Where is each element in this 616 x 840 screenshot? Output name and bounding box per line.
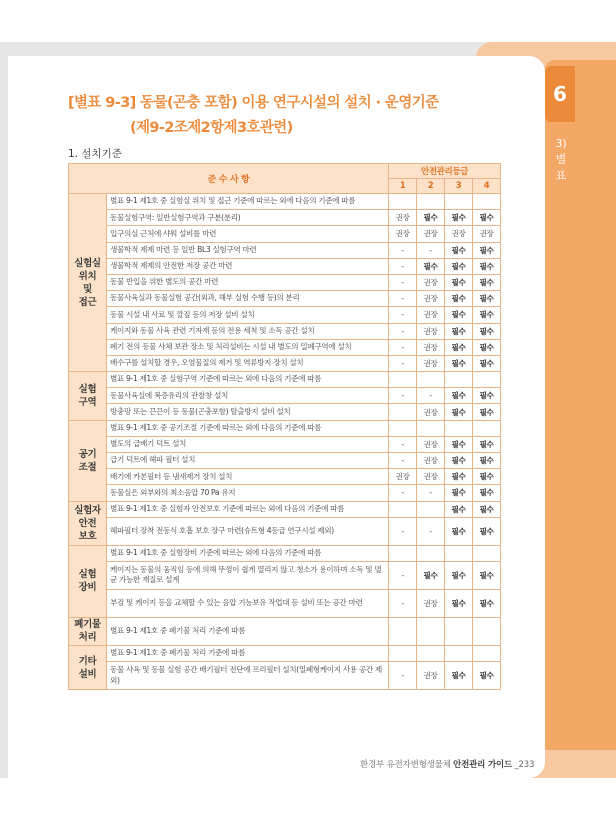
requirement-text: 별도의 급배기 덕트 설치 [107,436,389,452]
requirement-text: 배수구를 설치할 경우, 오염물질의 제거 및 역류방지 장치 설치 [107,355,389,371]
grade-1-value: - [389,355,417,371]
grade-1-header: 1 [389,179,417,194]
table-row [69,339,501,355]
grade-3-value: 필수 [445,258,473,274]
category-cell [69,545,107,617]
grade-4-header: 4 [473,179,501,194]
grade-2-value [417,645,445,661]
grade-4-value: 필수 [473,291,501,307]
grade-1-value [389,372,417,388]
grade-3-header: 3 [445,179,473,194]
grade-1-value: 권장 [389,226,417,242]
category-label: 공기 [78,448,97,460]
grade-2-value: 권장 [417,589,445,617]
grade-4-value: 필수 [473,469,501,485]
grade-4-value: 필수 [473,339,501,355]
grade-2-value: - [417,242,445,258]
grade-4-value: 필수 [473,355,501,371]
table-row [69,258,501,274]
table-row [69,388,501,404]
grade-1-value [389,194,417,210]
grade-1-value: 권장 [389,469,417,485]
table-row [69,372,501,388]
grade-2-value: 권장 [417,323,445,339]
grade-3-value: 필수 [445,404,473,420]
section-heading: 1. 설치기준 [68,148,122,160]
grade-1-value: - [389,561,417,589]
grade-3-value: 필수 [445,388,473,404]
grade-3-value: 필수 [445,662,473,690]
requirement-text: 방충망 또는 끈끈이 등 동물(곤충포함) 탈출방지 설비 설치 [107,404,389,420]
chapter-sub-line: 별 [555,153,567,166]
grade-4-value: 권장 [473,226,501,242]
footer-guide-title: 안전관리 가이드 [453,760,512,770]
category-label: 실험실 [74,257,101,269]
grade-3-value: 필수 [445,307,473,323]
grade-4-value: 필수 [473,258,501,274]
category-cell [69,194,107,372]
category-label: 기타 [78,655,97,667]
category-label: 실험 [78,569,97,581]
table-row [69,355,501,371]
grade-2-value: 권장 [417,436,445,452]
grade-1-value: - [389,662,417,690]
requirement-text: 별표 9-1 제1호 중 폐기물 처리 기준에 따름 [107,617,389,645]
grade-3-value [445,645,473,661]
grade-3-value [445,372,473,388]
grade-2-value: 필수 [417,561,445,589]
grade-2-value: 권장 [417,339,445,355]
grade-1-value: - [389,436,417,452]
category-cell [69,420,107,501]
grade-2-value [417,545,445,561]
table-row [69,517,501,545]
requirement-text: 별표 9-1 제1호 중 실험실 위치 및 접근 기준에 따르는 외에 다음의 기준에 따름 [107,194,389,210]
category-cell [69,617,107,645]
grade-1-value [389,545,417,561]
grade-1-value: - [389,339,417,355]
category-label: 조절 [78,461,97,473]
category-label: 안전 [78,517,97,529]
grade-3-value: 필수 [445,453,473,469]
grade-4-value: 필수 [473,404,501,420]
requirement-text: 별표 9-1 제1호 중 폐기물 처리 기준에 따름 [107,645,389,661]
grade-2-value: 권장 [417,274,445,290]
grade-2-value: 권장 [417,355,445,371]
requirement-text: 부검 및 케이지 등을 교체할 수 있는 음압 기능보유 작업대 등 설비 또는 공간 마련 [107,589,389,617]
grade-4-value: 필수 [473,242,501,258]
grade-1-value: - [389,242,417,258]
requirement-text: 동물실은 외부와의 최소음압 70 Pa 유지 [107,485,389,501]
table-row [69,501,501,517]
requirement-text: 입구의실 근처에 샤워 설비를 마련 [107,226,389,242]
page-number: _233 [511,760,535,770]
grade-1-value [389,420,417,436]
category-label: 및 [83,283,92,295]
chapter-subsection [548,136,574,184]
chapter-sub-line: 3) [555,137,567,150]
grade-4-value: 필수 [473,274,501,290]
table-row [69,307,501,323]
grade-2-value: 권장 [417,307,445,323]
grade-4-value: 필수 [473,517,501,545]
table-row [69,436,501,452]
grade-4-value: 필수 [473,501,501,517]
table-row [69,453,501,469]
category-label: 접근 [78,296,97,308]
grade-2-value: - [417,517,445,545]
table-row [69,404,501,420]
grade-1-value: - [389,589,417,617]
table-row [69,194,501,210]
page-title: [별표 9-3] 동물(곤충 포함) 이용 연구시설의 설치 · 운영기준 [68,95,439,111]
requirement-text: 생물학적 제제 마련 등 일반 BL3 실험구역 마련 [107,242,389,258]
table-row [69,210,501,226]
table-row [69,242,501,258]
grade-2-value: 권장 [417,291,445,307]
requirement-text: 별표 9-1 제1호 중 실험장비 기준에 따르는 외에 다음의 기준에 따름 [107,545,389,561]
grade-3-value: 필수 [445,485,473,501]
grade-3-value: 필수 [445,242,473,258]
category-label: 실험 [78,383,97,395]
grade-3-value: 권장 [445,226,473,242]
grade-1-value: - [389,307,417,323]
grade-4-value: 필수 [473,589,501,617]
grade-1-value: - [389,258,417,274]
table-row [69,561,501,589]
grade-2-value: - [417,485,445,501]
table-row [69,274,501,290]
grade-3-value: 필수 [445,501,473,517]
grade-3-value: 필수 [445,339,473,355]
category-label: 위치 [78,270,97,282]
requirement-text: 동물사육실과 동물실험 공간(외과, 해부 실험 수행 등)의 분리 [107,291,389,307]
grade-3-value [445,420,473,436]
grade-4-value: 필수 [473,485,501,501]
table-row [69,420,501,436]
grade-2-value: 권장 [417,662,445,690]
grade-3-value: 필수 [445,210,473,226]
category-label: 장비 [78,582,97,594]
grade-1-value: - [389,485,417,501]
requirement-text: 별표 9-1 제1호 중 공기조절 기준에 따르는 외에 다음의 기준에 따름 [107,420,389,436]
category-label: 설비 [78,668,97,680]
grade-3-value: 필수 [445,517,473,545]
grade-3-value: 필수 [445,323,473,339]
requirement-text: 별표 9-1 제1호 중 실험구역 기준에 따르는 외에 다음의 기준에 따름 [107,372,389,388]
grade-2-value [417,372,445,388]
grade-4-value [473,545,501,561]
grade-3-value [445,617,473,645]
grade-1-value: - [389,517,417,545]
requirements-header: 준 수 사 항 [69,164,389,194]
requirement-text: 급기 덕트에 헤파 필터 설치 [107,453,389,469]
grade-2-value: 권장 [417,226,445,242]
grade-3-value [445,545,473,561]
grade-1-value [389,617,417,645]
grade-1-value: 권장 [389,210,417,226]
grade-4-value [473,617,501,645]
grade-2-header: 2 [417,179,445,194]
requirement-text: 동물실험구역: 일반실험구역과 구분(분리) [107,210,389,226]
grade-4-value: 필수 [473,662,501,690]
grade-1-value: - [389,274,417,290]
grade-1-value: - [389,388,417,404]
grade-4-value: 필수 [473,307,501,323]
category-label: 구역 [78,396,97,408]
grade-4-value: 필수 [473,561,501,589]
grade-3-value: 필수 [445,274,473,290]
category-label: 처리 [78,632,97,644]
category-label: 실험자 [74,504,101,516]
grade-2-value: - [417,388,445,404]
requirement-text: 동물사육실에 복층유리의 관찰창 설치 [107,388,389,404]
requirement-text: 헤파필터 장착 전동식 호흡 보호 장구 마련(슈트형 4등급 연구시설 제외) [107,517,389,545]
chapter-number: 6 [545,66,575,122]
table-row [69,291,501,307]
grade-4-value: 필수 [473,210,501,226]
category-label: 보호 [78,530,97,542]
grade-2-value: 권장 [417,404,445,420]
grade-4-value: 필수 [473,436,501,452]
grade-2-value: 권장 [417,453,445,469]
grade-1-value [389,645,417,661]
grade-4-value: 필수 [473,388,501,404]
chapter-sub-line: 표 [555,169,567,182]
grade-3-value: 필수 [445,561,473,589]
category-cell [69,372,107,421]
grade-3-value: 필수 [445,469,473,485]
grade-2-value: 권장 [417,469,445,485]
grade-1-value: - [389,323,417,339]
grade-1-value: - [389,291,417,307]
grade-1-value: - [389,453,417,469]
grade-2-value: 필수 [417,210,445,226]
category-label: 폐기물 [74,619,101,631]
grade-3-value: 필수 [445,291,473,307]
page-footer [360,758,534,770]
grade-4-value: 필수 [473,453,501,469]
requirement-text: 동물 시설 내 사료 및 깔짚 등의 저장 설비 설치 [107,307,389,323]
requirement-text: 케이지는 동물의 움직임 등에 의해 뚜껑이 쉽게 열리지 않고 청소가 용이하며 소독 및 멸균 가능한 재질로 설계 [107,561,389,589]
table-row [69,469,501,485]
grade-4-value: 필수 [473,323,501,339]
grade-3-value: 필수 [445,355,473,371]
grade-2-value [417,420,445,436]
grade-1-value [389,501,417,517]
category-cell [69,501,107,545]
table-row [69,617,501,645]
table-row [69,485,501,501]
grade-2-value [417,501,445,517]
grade-1-value [389,404,417,420]
grade-2-value [417,194,445,210]
table-row [69,589,501,617]
requirement-text: 동물 사육 및 동물 실험 공간 배기필터 전단에 프리필터 설치(밀폐형케이지 사용 공간 제외) [107,662,389,690]
requirement-text: 생물학적 제제의 안전한 저장 공간 마련 [107,258,389,274]
grade-4-value [473,194,501,210]
grade-4-value [473,645,501,661]
category-cell [69,645,107,689]
table-row [69,545,501,561]
table-row [69,226,501,242]
requirement-text: 동물 반입을 위한 별도의 공간 마련 [107,274,389,290]
requirement-text: 별표 9-1 제1호 중 실험자 안전보호 기준에 따르는 외에 다음의 기준에 따름 [107,501,389,517]
grade-3-value [445,194,473,210]
table-row [69,645,501,661]
grade-header: 안전관리등급 [389,164,501,179]
requirement-text: 폐기 전의 동물 사체 보관 장소 및 처리설비는 시설 내 별도의 밀폐구역에 설치 [107,339,389,355]
footer-text: 환경부 유전자변형생물체 [360,760,454,770]
standards-table [68,163,501,690]
grade-2-value: 필수 [417,258,445,274]
table-row [69,323,501,339]
grade-3-value: 필수 [445,589,473,617]
requirement-text: 케이지와 동물 사육 관련 기자재 등의 전용 세척 및 소독 공간 설치 [107,323,389,339]
grade-3-value: 필수 [445,436,473,452]
requirement-text: 배기에 카본필터 등 냄새제거 장치 설치 [107,469,389,485]
grade-4-value [473,372,501,388]
grade-4-value [473,420,501,436]
grade-2-value [417,617,445,645]
table-row [69,662,501,690]
page-title-reference: (제9-2조제2항제3호관련) [130,120,293,136]
